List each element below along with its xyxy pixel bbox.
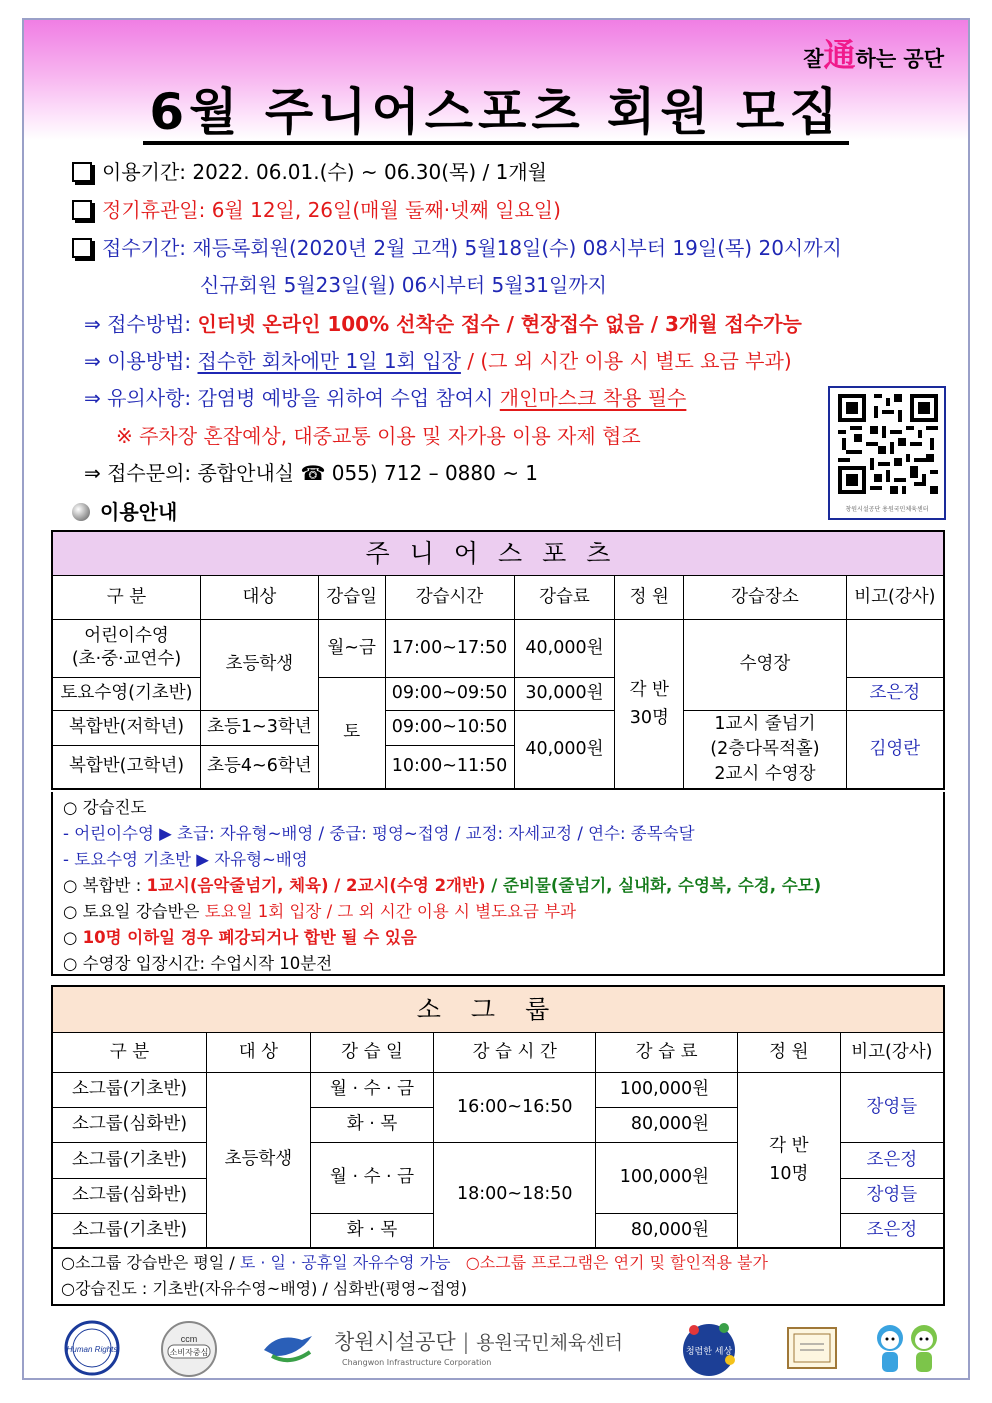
class-teacher [846,619,944,677]
class-capacity: 각 반 10명 [738,1072,841,1248]
class-target: 초등학생 [201,619,319,710]
class-teacher: 조은정 [840,1142,944,1178]
class-place: 1교시 줄넘기 (2층다목적홀) 2교시 수영장 [684,710,847,789]
info-caution: ⇒ 유의사항: 감염병 예방을 위하여 수업 참여시 개인마스크 착용 필수 [84,386,687,410]
junior-notes [51,792,945,976]
class-teacher: 조은정 [846,677,944,710]
info-registration-new: 신규회원 5월23일(월) 06시부터 5월31일까지 [200,273,607,297]
class-day: 화 · 목 [310,1107,434,1142]
small-group-table [51,985,945,1249]
class-name: 어린이수영 (초·중·교연수) [52,619,201,677]
class-name: 소그룹(기초반) [52,1142,207,1178]
class-name: 소그룹(기초반) [52,1213,207,1248]
note-line: ○강습진도 : 기초반(자유수영~배영) / 심화반(평영~접영) [61,1279,467,1298]
class-target: 초등학생 [207,1072,311,1248]
info-usage: ⇒ 이용방법: 접수한 회차에만 1일 1회 입장 / (그 외 시간 이용 시 별도 요금 부과) [84,349,792,373]
guide-heading: 이용안내 [72,496,177,525]
class-time: 18:00~18:50 [434,1142,596,1248]
col-header: 강 습 시 간 [434,1032,596,1072]
certificate-logo-icon [786,1326,838,1370]
svg-text:ccm: ccm [180,1334,198,1344]
col-header: 강습장소 [684,575,847,619]
class-name: 소그룹(심화반) [52,1178,207,1213]
class-day: 월~금 [318,619,385,677]
class-time: 10:00~11:50 [385,745,514,789]
class-time: 17:00~17:50 [385,619,514,677]
junior-table-title: 주니어스포츠 [52,531,944,575]
mascot-logo-icon [870,1318,946,1378]
col-header: 구 분 [52,575,201,619]
col-header: 강 습 료 [596,1032,738,1072]
note-line: ○ 강습진도 [63,798,147,817]
class-target: 초등1~3학년 [201,710,319,745]
svg-text:소비자중심: 소비자중심 [169,1348,209,1357]
class-name: 토요수영(기초반) [52,677,201,710]
note-line: ○ 10명 이하일 경우 폐강되거나 합반 될 수 있음 [63,928,417,947]
qr-code-icon [838,394,938,494]
class-fee: 80,000원 [596,1213,738,1248]
class-name: 소그룹(심화반) [52,1107,207,1142]
col-header: 강습료 [514,575,615,619]
org-english: Changwon Infrastructure Corporation [342,1358,492,1367]
col-header: 강습일 [318,575,385,619]
class-teacher: 김영란 [846,710,944,789]
col-header: 비고(강사) [840,1032,944,1072]
class-place: 수영장 [684,619,847,710]
col-header: 정 원 [738,1032,841,1072]
footer-logos [24,1316,968,1380]
checkbox-icon [72,162,92,182]
note-line: ○ 수영장 입장시간: 수업시작 10분전 [63,954,333,973]
col-header: 강 습 일 [310,1032,434,1072]
small-table-title: 소그룹 [52,986,944,1032]
class-fee: 100,000원 [596,1142,738,1213]
class-fee: 100,000원 [596,1072,738,1107]
info-method: ⇒ 접수방법: 인터넷 온라인 100% 선착순 접수 / 현장접수 없음 / 3개월 접수가능 [84,312,802,336]
ccm-logo-icon [160,1320,218,1378]
class-name: 소그룹(기초반) [52,1072,207,1107]
class-name: 복합반(고학년) [52,745,201,789]
info-registration: 접수기간: 재등록회원(2020년 2월 고객) 5월18일(수) 08시부터 19일(목) 20시까지 [72,235,842,261]
col-header: 대 상 [207,1032,311,1072]
col-header: 비고(강사) [846,575,944,619]
info-parking: ※ 주차장 혼잡예상, 대중교통 이용 및 자가용 이용 자제 협조 [116,424,641,448]
bullet-ball-icon [72,503,90,521]
info-closed: 정기휴관일: 6월 12일, 26일(매월 둘째·넷째 일요일) [72,197,561,223]
checkbox-icon [72,238,92,258]
col-header: 대상 [201,575,319,619]
page-title: 6월 주니어스포츠 회원 모집 [0,72,992,144]
class-target: 초등4~6학년 [201,745,319,789]
class-time: 09:00~09:50 [385,677,514,710]
class-fee: 40,000원 [514,619,615,677]
class-day: 월 · 수 · 금 [310,1072,434,1107]
svg-text:Human Rights: Human Rights [66,1345,118,1354]
class-day: 토 [318,677,385,789]
class-teacher: 장영들 [840,1178,944,1213]
class-fee: 80,000원 [596,1107,738,1142]
class-name: 복합반(저학년) [52,710,201,745]
qr-caption: 창원시설공단 용원국민체육센터 [845,506,929,513]
human-rights-logo-icon [64,1320,120,1376]
qr-code[interactable] [828,386,946,520]
note-line: ○ 복합반 : 1교시(음악줄넘기, 체육) / 2교시(수영 2개반) / 준비물(줄넘기, 실내화, 수영복, 수경, 수모) [63,876,822,895]
junior-sports-table [51,530,945,790]
note-line: ○소그룹 강습반은 평일 / 토 · 일 · 공휴일 자유수영 가능 ○소그룹 프로그램은 연기 및 할인적용 불가 [61,1253,768,1272]
note-line: ○ 토요일 강습반은 토요일 1회 입장 / 그 외 시간 이용 시 별도요금 부과 [63,902,577,921]
class-capacity: 각 반 30명 [615,619,684,789]
org-name: 창원시설공단 | 용원국민체육센터 [334,1330,623,1354]
class-fee: 30,000원 [514,677,615,710]
class-day: 화 · 목 [310,1213,434,1248]
clean-world-logo-icon [680,1320,738,1378]
col-header: 정 원 [615,575,684,619]
class-teacher: 장영들 [840,1072,944,1142]
col-header: 구 분 [52,1032,207,1072]
info-period: 이용기간: 2022. 06.01.(수) ~ 06.30(목) / 1개월 [72,159,547,185]
note-line: - 토요수영 기초반 ▶ 자유형~배영 [63,850,308,869]
class-time: 09:00~10:50 [385,710,514,745]
changwon-logo-icon [258,1326,322,1372]
class-fee: 40,000원 [514,710,615,789]
note-line: - 어린이수영 ▶ 초급: 자유형~배영 / 중급: 평영~접영 / 교정: 자세교정 / 연수: 종목숙달 [63,824,695,843]
class-teacher: 조은정 [840,1213,944,1248]
svg-text:청렴한 세상: 청렴한 세상 [685,1347,733,1357]
small-notes [51,1247,945,1306]
slogan: 잘通하는 공단 [803,36,944,74]
info-contact: ⇒ 접수문의: 종합안내실 ☎ 055) 712 – 0880 ~ 1 [84,461,539,485]
class-time: 16:00~16:50 [434,1072,596,1142]
col-header: 강습시간 [385,575,514,619]
checkbox-icon [72,200,92,220]
class-day: 월 · 수 · 금 [310,1142,434,1213]
